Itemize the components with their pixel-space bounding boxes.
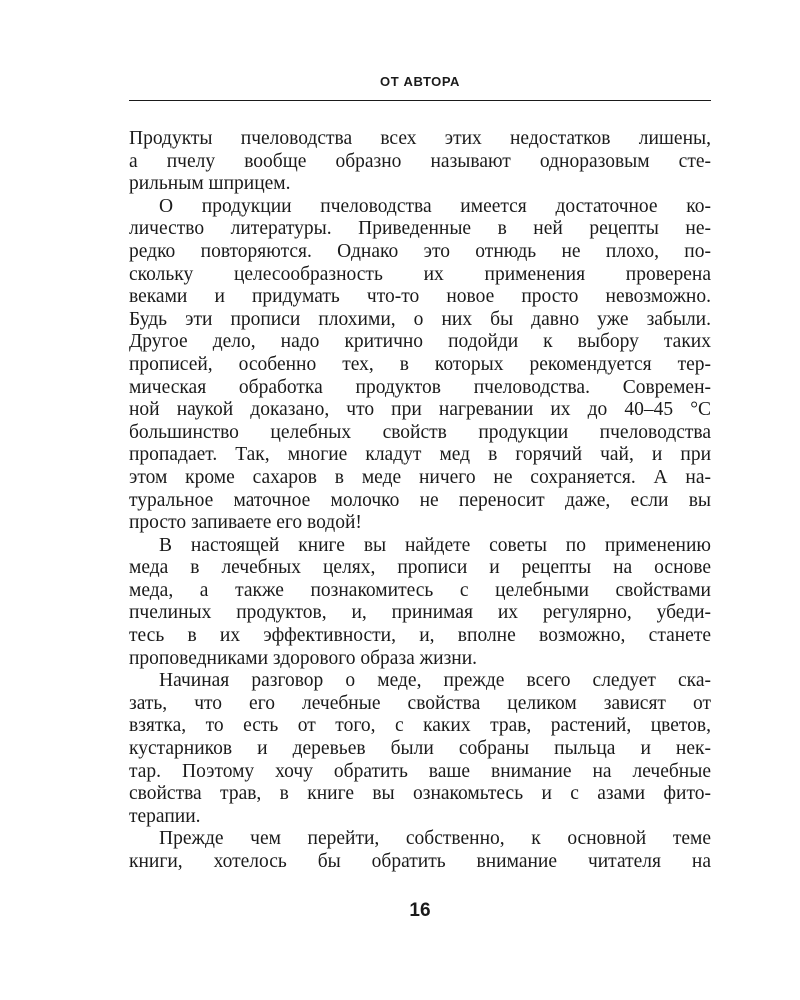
text-line: проповедниками здорового образа жизни. [129,647,478,669]
text-line: взятка, то есть от того, с каких трав, растений, цветов, [129,715,711,737]
text-line: ной наукой доказано, что при нагревании их до 40–45 °С [129,399,711,421]
text-line: зать, что его лечебные свойства целиком зависят от [129,692,711,714]
text-line: Начиная разговор о меде, прежде всего следует ска- [159,670,711,692]
text-line: веками и придумать что-то новое просто невозможно. [129,286,711,308]
header-divider [129,100,711,101]
text-line: пчелиных продуктов, и, принимая их регулярно, убеди- [129,602,711,624]
text-line: книги, хотелось бы обратить внимание читателя на [129,851,711,872]
paragraph [129,196,711,535]
running-head-title: ОТ АВТОРА [380,74,460,89]
text-line: кустарников и деревьев были собраны пыльца и нек- [129,738,711,760]
text-line: Продукты пчеловодства всех этих недостатков лишены, [129,128,711,149]
text-line: этом кроме сахаров в меде ничего не сохраняется. А на- [129,466,711,488]
text-line: тар. Поэтому хочу обратить ваше внимание на лечебные [129,760,711,782]
text-line: терапии. [129,805,201,827]
text-line: Будь эти прописи плохими, о них бы давно уже забыли. [129,308,711,330]
text-line: тесь в их эффективности, и, вполне возможно, станете [129,625,711,647]
text-line: меда в лечебных целях, прописи и рецепты на основе [129,557,711,579]
text-line: большинство целебных свойств продукции пчеловодства [129,421,711,443]
text-line: мическая обработка продуктов пчеловодства. Современ- [129,376,711,398]
text-line: личество литературы. Приведенные в ней рецепты не- [129,218,711,240]
text-line: прописей, особенно тех, в которых рекомендуется тер- [129,353,711,375]
text-line: Прежде чем перейти, собственно, к основной теме [159,828,711,850]
page-number: 16 [409,900,431,921]
text-line: В настоящей книге вы найдете советы по применению [159,534,711,556]
text-line: просто запиваете его водой! [129,512,362,534]
paragraph [129,535,711,671]
text-line: а пчелу вообще образно называют одноразовым сте- [129,150,711,172]
text-line: свойства трав, в книге вы ознакомьтесь и с азами фито- [129,783,711,805]
text-line: редко повторяются. Однако это отнюдь не плохо, по- [129,240,711,262]
text-line: Другое дело, надо критично подойди к выбору таких [129,331,711,353]
text-line: пропадает. Так, многие кладут мед в горячий чай, и при [129,444,711,466]
text-line: скольку целесообразность их применения проверена [129,263,711,285]
text-line: рильным шприцем. [129,173,291,195]
paragraph [129,670,711,828]
text-line: туральное маточное молочко не переносит даже, если вы [129,489,711,511]
page-body-text [129,128,711,874]
text-line: О продукции пчеловодства имеется достаточное ко- [159,195,711,217]
text-line: меда, а также познакомитесь с целебными свойствами [129,579,711,601]
paragraph [129,128,711,196]
paragraph [129,828,711,873]
